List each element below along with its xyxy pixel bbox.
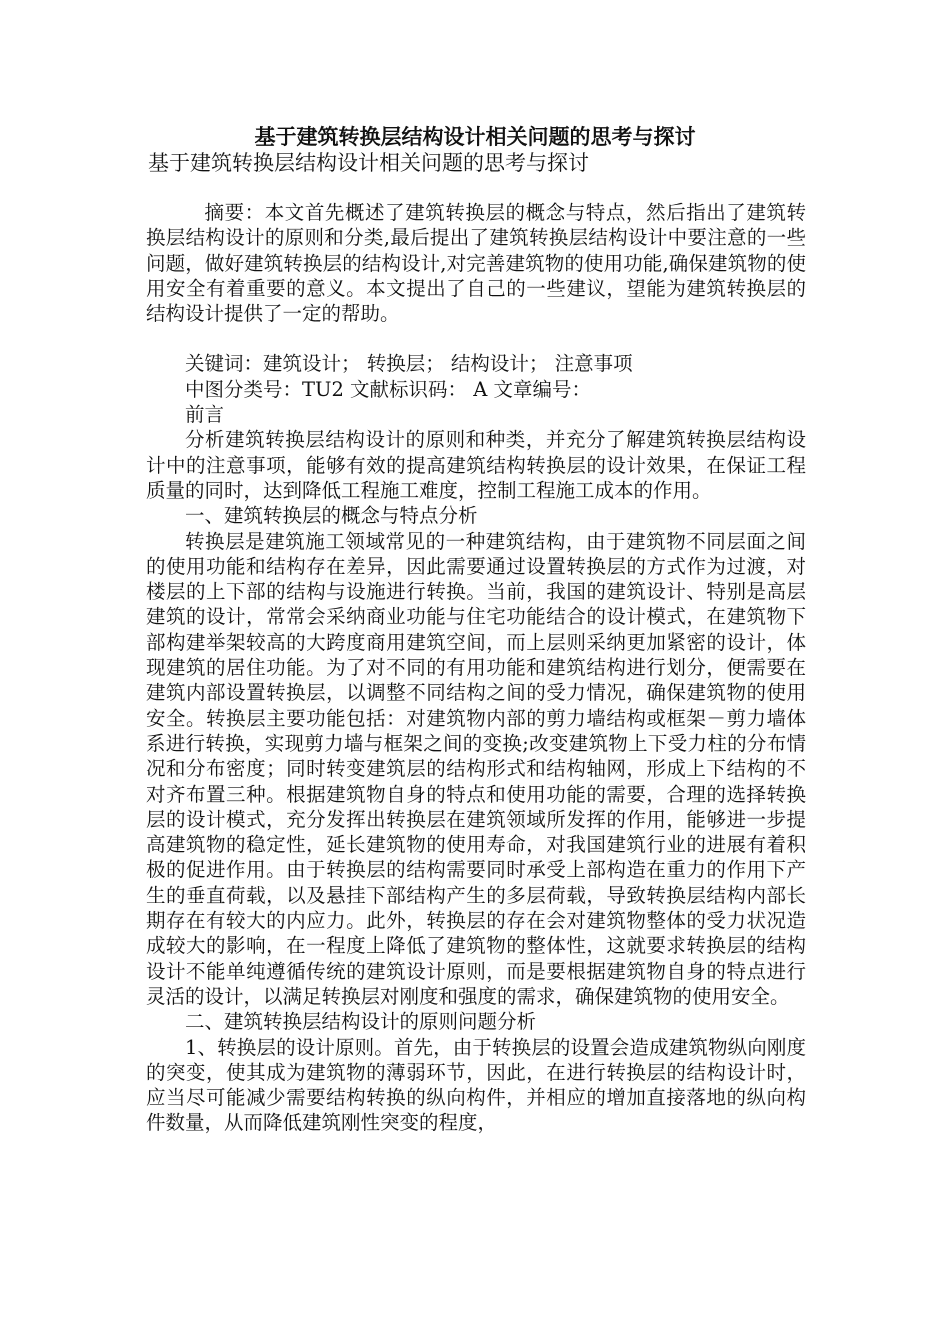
section1-paragraph: 转换层是建筑施工领域常见的一种建筑结构，由于建筑物不同层面之间的使用功能和结构存在差异，因此需要通过设置转换层的方式作为过渡，对楼层的上下部的结构与设施进行转换。当前，我国的建筑设计、特别是高层建筑的设计，常常会采纳商业功能与住宅功能结合的设计模式，在建筑物下部构建举架较高的大跨度商用建筑空间，而上层则采纳更加紧密的设计，体现建筑的居住功能。为了对不同的有用功能和建筑结构进行划分，便需要在建筑内部设置转换层，以调整不同结构之间的受力情况，确保建筑物的使用安全。转换层主要功能包括：对建筑物内部的剪力墙结构或框架－剪力墙体系进行转换，实现剪力墙与框架之间的变换;改变建筑物上下受力柱的分布情况和分布密度；同时转变建筑层的结构形式和结构轴网，形成上下结构的不对齐布置三种。根据建筑物自身的特点和使用功能的需要，合理的选择转换层的设计模式，充分发挥出转换层在建筑领域所发挥的作用，能够进一步提高建筑物的稳定性，延长建筑物的使用寿命，对我国建筑行业的进展有着积极的促进作用。由于转换层的结构需要同时承受上部构造在重力的作用下产生的垂直荷载，以及悬挂下部结构产生的多层荷载，导致转换层结构内部长期存在有较大的内应力。此外，转换层的存在会对建筑物整体的受力状况造成较大的影响，在一程度上降低了建筑物的整体性，这就要求转换层的结构设计不能单纯遵循传统的建筑设计原则，而是要根据建筑物自身的特点进行灵活的设计，以满足转换层对刚度和强度的需求，确保建筑物的使用安全。 bbox=[146, 529, 806, 1008]
section1-heading: 一、建筑转换层的概念与特点分析 bbox=[185, 504, 478, 528]
document-title: 基于建筑转换层结构设计相关问题的思考与探讨 bbox=[254, 125, 696, 149]
section2-paragraph: 1、转换层的设计原则。首先，由于转换层的设置会造成建筑物纵向刚度的突变，使其成为建筑物的薄弱环节，因此，在进行转换层的结构设计时，应当尽可能减少需要结构转换的纵向构件，并相应的增加直接落地的纵向构件数量，从而降低建筑刚性突变的程度， bbox=[146, 1035, 806, 1135]
section2-heading: 二、建筑转换层结构设计的原则问题分析 bbox=[185, 1010, 537, 1034]
preface-heading: 前言 bbox=[185, 403, 225, 427]
preface-paragraph: 分析建筑转换层结构设计的原则和种类，并充分了解建筑转换层结构设计中的注意事项，能够有效的提高建筑结构转换层的设计效果，在保证工程质量的同时，达到降低工程施工难度，控制工程施工成本的作用。 bbox=[146, 428, 806, 502]
keywords-line: 关键词：建筑设计； 转换层； 结构设计； 注意事项 bbox=[185, 352, 633, 376]
abstract-paragraph: 摘要：本文首先概述了建筑转换层的概念与特点，然后指出了建筑转换层结构设计的原则和分类,最后提出了建筑转换层结构设计中要注意的一些问题，做好建筑转换层的结构设计,对完善建筑物的使用功能,确保建筑物的使用安全有着重要的意义。本文提出了自己的一些建议，望能为建筑转换层的结构设计提供了一定的帮助。 bbox=[146, 201, 806, 326]
document-subtitle: 基于建筑转换层结构设计相关问题的思考与探讨 bbox=[148, 151, 589, 175]
document-body bbox=[146, 200, 806, 1136]
classification-line: 中图分类号：TU2 文献标识码： A 文章编号： bbox=[185, 377, 592, 401]
